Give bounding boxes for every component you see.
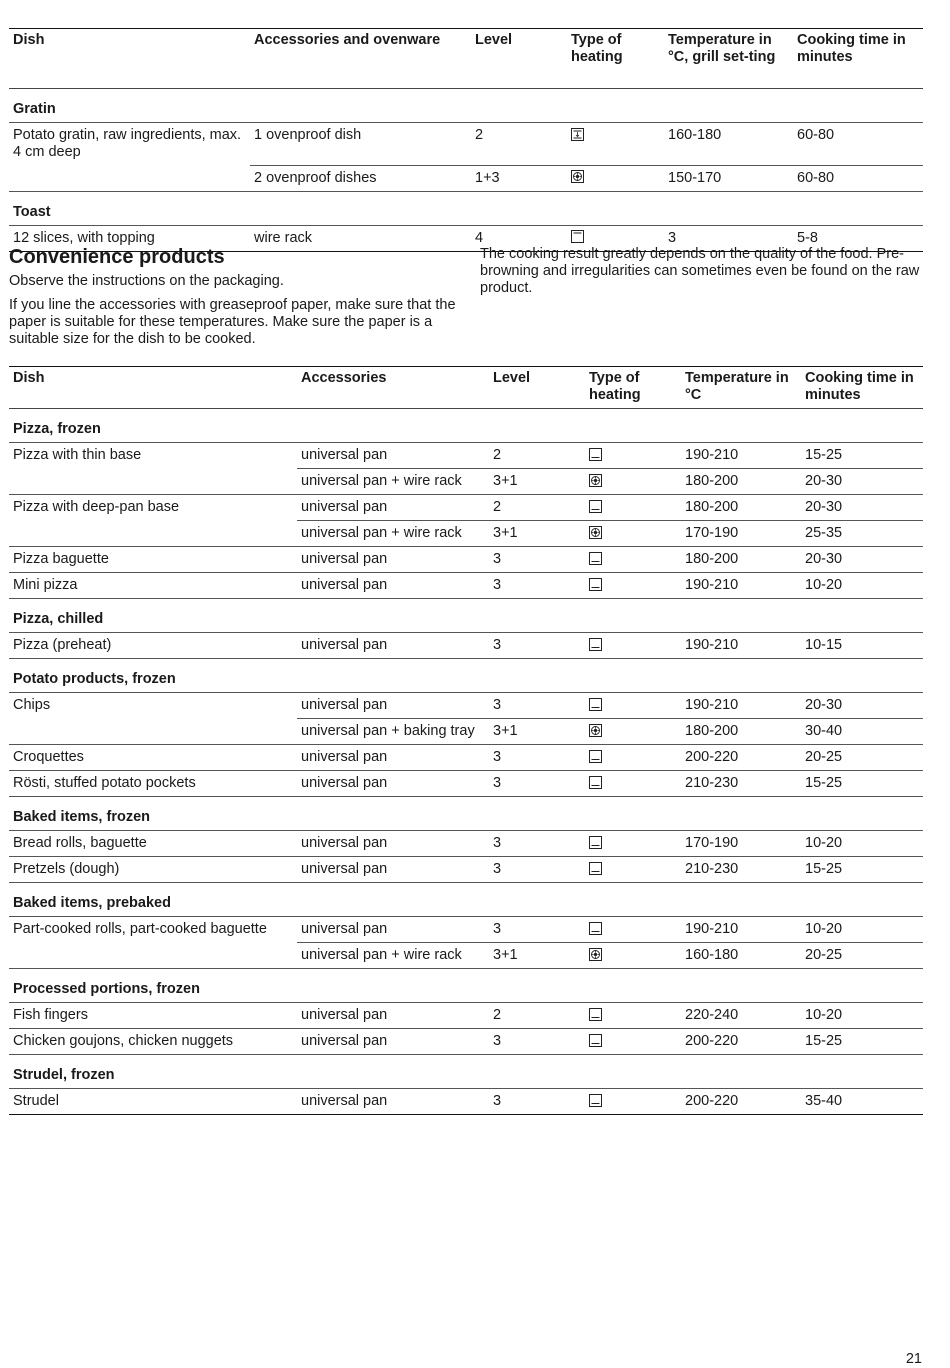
dish-cell: Pizza with thin base: [13, 447, 142, 463]
heating-cell: [585, 1003, 681, 1029]
dish-cell: Chips: [13, 697, 51, 713]
temperature-cell: 170-190: [681, 831, 801, 857]
heating-cell: [585, 943, 681, 969]
page-number: 21: [905, 1351, 922, 1367]
category-label: Strudel, frozen: [9, 1055, 923, 1089]
category-row: [9, 797, 923, 831]
table-row: [9, 831, 923, 857]
temperature-cell: 160-180: [681, 943, 801, 969]
header-accessories: Accessories and ovenware: [254, 32, 441, 48]
dish-cell: Rösti, stuffed potato pockets: [9, 771, 297, 797]
accessories-cell: universal pan: [297, 443, 489, 469]
heating-cell: [585, 693, 681, 719]
heating-cell: [585, 573, 681, 599]
time-cell: 10-20: [801, 831, 923, 857]
time-cell: 25-35: [801, 521, 923, 547]
time-cell: 5-8: [793, 225, 923, 251]
bottom-heat-icon: [589, 578, 602, 591]
dish-cell: Chicken goujons, chicken nuggets: [9, 1029, 297, 1055]
level-cell: 3: [489, 831, 585, 857]
table-row: [9, 521, 923, 547]
hot-air-icon: [589, 724, 602, 737]
level-cell: 3: [489, 573, 585, 599]
hot-air-icon: [571, 170, 584, 183]
accessories-cell: universal pan: [297, 633, 489, 659]
category-label: Pizza, frozen: [9, 409, 923, 443]
temperature-cell: 180-200: [681, 547, 801, 573]
heating-cell: [567, 165, 664, 191]
bottom-heat-icon: [589, 862, 602, 875]
temperature-cell: 190-210: [681, 917, 801, 943]
level-cell: 3: [489, 693, 585, 719]
dish-cell: Part-cooked rolls, part-cooked baguette: [13, 921, 267, 937]
hot-air-icon: [589, 526, 602, 539]
heating-cell: [585, 633, 681, 659]
temperature-cell: 200-220: [681, 745, 801, 771]
dish-cell: [9, 469, 297, 495]
dish-cell: 12 slices, with topping: [9, 225, 250, 251]
category-row: [9, 969, 923, 1003]
time-cell: 20-30: [801, 693, 923, 719]
category-row: [9, 191, 923, 225]
level-cell: 3+1: [489, 943, 585, 969]
temperature-cell: 190-210: [681, 573, 801, 599]
accessories-cell: universal pan: [297, 917, 489, 943]
temperature-cell: 170-190: [681, 521, 801, 547]
dish-cell: Mini pizza: [9, 573, 297, 599]
dish-cell: Pizza baguette: [9, 547, 297, 573]
table-row: [9, 1089, 923, 1115]
table-row: [9, 1003, 923, 1029]
accessories-cell: universal pan + wire rack: [297, 469, 489, 495]
accessories-cell: universal pan: [297, 1089, 489, 1115]
heating-cell: [585, 719, 681, 745]
table-row: [9, 547, 923, 573]
table-row: [9, 495, 923, 521]
dish-cell: Bread rolls, baguette: [9, 831, 297, 857]
dish-cell: Pizza (preheat): [9, 633, 297, 659]
level-cell: 4: [471, 225, 567, 251]
temperature-cell: 180-200: [681, 469, 801, 495]
heating-cell: [585, 547, 681, 573]
bottom-heat-icon: [589, 500, 602, 513]
accessories-cell: wire rack: [250, 225, 471, 251]
grill-icon: [571, 230, 584, 243]
intro-paragraph-3: The cooking result greatly depends on the quality of the food. Pre-browning and irregularities can sometimes even be found on the raw product.: [480, 246, 920, 296]
accessories-cell: universal pan: [297, 495, 489, 521]
dish-cell: Fish fingers: [9, 1003, 297, 1029]
header-level: Level: [493, 370, 531, 386]
heating-cell: [585, 1089, 681, 1115]
dish-cell: [9, 719, 297, 745]
table-row: [9, 469, 923, 495]
time-cell: 20-30: [801, 547, 923, 573]
heating-cell: [567, 123, 664, 166]
time-cell: 60-80: [793, 165, 923, 191]
accessories-cell: universal pan: [297, 745, 489, 771]
time-cell: 15-25: [801, 857, 923, 883]
dish-cell: Pizza with deep-pan base: [13, 499, 180, 515]
category-label: Toast: [9, 191, 923, 225]
bottom-heat-icon: [589, 1034, 602, 1047]
header-time: Cooking time in minutes: [805, 370, 914, 403]
time-cell: 20-30: [801, 495, 923, 521]
category-row: [9, 409, 923, 443]
temperature-cell: 200-220: [681, 1089, 801, 1115]
accessories-cell: universal pan: [297, 547, 489, 573]
level-cell: 2: [471, 123, 567, 166]
time-cell: 15-25: [801, 1029, 923, 1055]
time-cell: 10-20: [801, 573, 923, 599]
level-cell: 3+1: [489, 469, 585, 495]
accessories-cell: universal pan: [297, 693, 489, 719]
bottom-heat-icon: [589, 922, 602, 935]
header-time: Cooking time in minutes: [797, 32, 906, 65]
bottom-heat-icon: [589, 552, 602, 565]
category-label: Processed portions, frozen: [9, 969, 923, 1003]
table-row: [9, 123, 923, 166]
bottom-heat-icon: [589, 1008, 602, 1021]
header-dish: Dish: [13, 370, 45, 386]
level-cell: 3+1: [489, 521, 585, 547]
hot-air-icon: [589, 948, 602, 961]
dish-cell: [9, 943, 297, 969]
category-label: Gratin: [9, 89, 923, 123]
time-cell: 20-25: [801, 745, 923, 771]
table-row: [9, 745, 923, 771]
dish-cell: [9, 165, 250, 191]
accessories-cell: universal pan + wire rack: [297, 943, 489, 969]
header-temperature: Temperature in °C: [685, 370, 789, 403]
level-cell: 3: [489, 745, 585, 771]
bottom-heat-icon: [589, 750, 602, 763]
temperature-cell: 160-180: [664, 123, 793, 166]
table-row: [9, 693, 923, 719]
accessories-cell: 1 ovenproof dish: [250, 123, 471, 166]
heating-cell: [585, 495, 681, 521]
time-cell: 10-15: [801, 633, 923, 659]
level-cell: 3: [489, 917, 585, 943]
heating-cell: [585, 469, 681, 495]
bottom-heat-icon: [589, 448, 602, 461]
header-heating: Type of heating: [571, 32, 623, 65]
category-row: [9, 89, 923, 123]
time-cell: 10-20: [801, 917, 923, 943]
category-label: Baked items, frozen: [9, 797, 923, 831]
category-row: [9, 659, 923, 693]
gratin-toast-table: [9, 28, 923, 252]
time-cell: 15-25: [801, 443, 923, 469]
level-cell: 3: [489, 771, 585, 797]
level-cell: 3: [489, 857, 585, 883]
level-cell: 2: [489, 1003, 585, 1029]
bottom-heat-icon: [589, 698, 602, 711]
table-row: [9, 917, 923, 943]
intro-paragraph-2: If you line the accessories with greaseproof paper, make sure that the paper is suitable for these temperatures. Make sure the paper is a suitable size for the dish to be cooked.: [9, 297, 456, 347]
heating-cell: [585, 917, 681, 943]
time-cell: 10-20: [801, 1003, 923, 1029]
time-cell: 15-25: [801, 771, 923, 797]
level-cell: 1+3: [471, 165, 567, 191]
category-label: Baked items, prebaked: [9, 883, 923, 917]
dish-cell: Strudel: [9, 1089, 297, 1115]
intro-paragraph-1: Observe the instructions on the packaging.: [9, 273, 284, 289]
temperature-cell: 190-210: [681, 693, 801, 719]
temperature-cell: 190-210: [681, 633, 801, 659]
dish-cell: [9, 521, 297, 547]
heating-cell: [585, 745, 681, 771]
accessories-cell: universal pan: [297, 1003, 489, 1029]
time-cell: 60-80: [793, 123, 923, 166]
bottom-heat-icon: [589, 776, 602, 789]
heating-cell: [585, 831, 681, 857]
time-cell: 20-25: [801, 943, 923, 969]
bottom-heat-icon: [589, 836, 602, 849]
header-accessories: Accessories: [301, 370, 387, 386]
category-label: Potato products, frozen: [9, 659, 923, 693]
top-bottom-heat-icon: [571, 128, 584, 141]
level-cell: 3: [489, 1089, 585, 1115]
accessories-cell: universal pan: [297, 573, 489, 599]
header-temperature: Temperature in °C, grill set-ting: [668, 32, 776, 65]
temperature-cell: 180-200: [681, 495, 801, 521]
heating-cell: [585, 771, 681, 797]
table-header: [9, 367, 923, 409]
level-cell: 3+1: [489, 719, 585, 745]
temperature-cell: 180-200: [681, 719, 801, 745]
table-row: [9, 857, 923, 883]
table-row: [9, 573, 923, 599]
dish-cell: Pretzels (dough): [9, 857, 297, 883]
temperature-cell: 220-240: [681, 1003, 801, 1029]
header-level: Level: [475, 32, 513, 48]
time-cell: 35-40: [801, 1089, 923, 1115]
level-cell: 2: [489, 443, 585, 469]
convenience-products-table: [9, 366, 923, 1115]
header-heating: Type of heating: [589, 370, 641, 403]
dish-cell: Potato gratin, raw ingredients, max. 4 cm deep: [13, 127, 242, 160]
heating-cell: [585, 521, 681, 547]
heating-cell: [585, 1029, 681, 1055]
table-row: [9, 943, 923, 969]
level-cell: 3: [489, 547, 585, 573]
time-cell: 30-40: [801, 719, 923, 745]
bottom-heat-icon: [589, 1094, 602, 1107]
table-row: [9, 633, 923, 659]
table-row: [9, 443, 923, 469]
level-cell: 3: [489, 1029, 585, 1055]
table-row: [9, 771, 923, 797]
accessories-cell: universal pan: [297, 771, 489, 797]
header-dish: Dish: [13, 32, 45, 48]
table-header: [9, 29, 923, 89]
dish-cell: Croquettes: [9, 745, 297, 771]
level-cell: 3: [489, 633, 585, 659]
bottom-heat-icon: [589, 638, 602, 651]
table-row: [9, 1029, 923, 1055]
category-label: Pizza, chilled: [9, 599, 923, 633]
category-row: [9, 883, 923, 917]
accessories-cell: universal pan + wire rack: [297, 521, 489, 547]
accessories-cell: universal pan: [297, 1029, 489, 1055]
temperature-cell: 210-230: [681, 771, 801, 797]
accessories-cell: 2 ovenproof dishes: [250, 165, 471, 191]
accessories-cell: universal pan: [297, 831, 489, 857]
accessories-cell: universal pan + baking tray: [297, 719, 489, 745]
temperature-cell: 200-220: [681, 1029, 801, 1055]
section-title: Convenience products: [9, 246, 225, 268]
time-cell: 20-30: [801, 469, 923, 495]
temperature-cell: 190-210: [681, 443, 801, 469]
level-cell: 2: [489, 495, 585, 521]
category-row: [9, 1055, 923, 1089]
category-row: [9, 599, 923, 633]
accessories-cell: universal pan: [297, 857, 489, 883]
temperature-cell: 150-170: [664, 165, 793, 191]
heating-cell: [585, 857, 681, 883]
hot-air-icon: [589, 474, 602, 487]
table-row: [9, 165, 923, 191]
temperature-cell: 3: [664, 225, 793, 251]
table-row: [9, 719, 923, 745]
heating-cell: [585, 443, 681, 469]
temperature-cell: 210-230: [681, 857, 801, 883]
